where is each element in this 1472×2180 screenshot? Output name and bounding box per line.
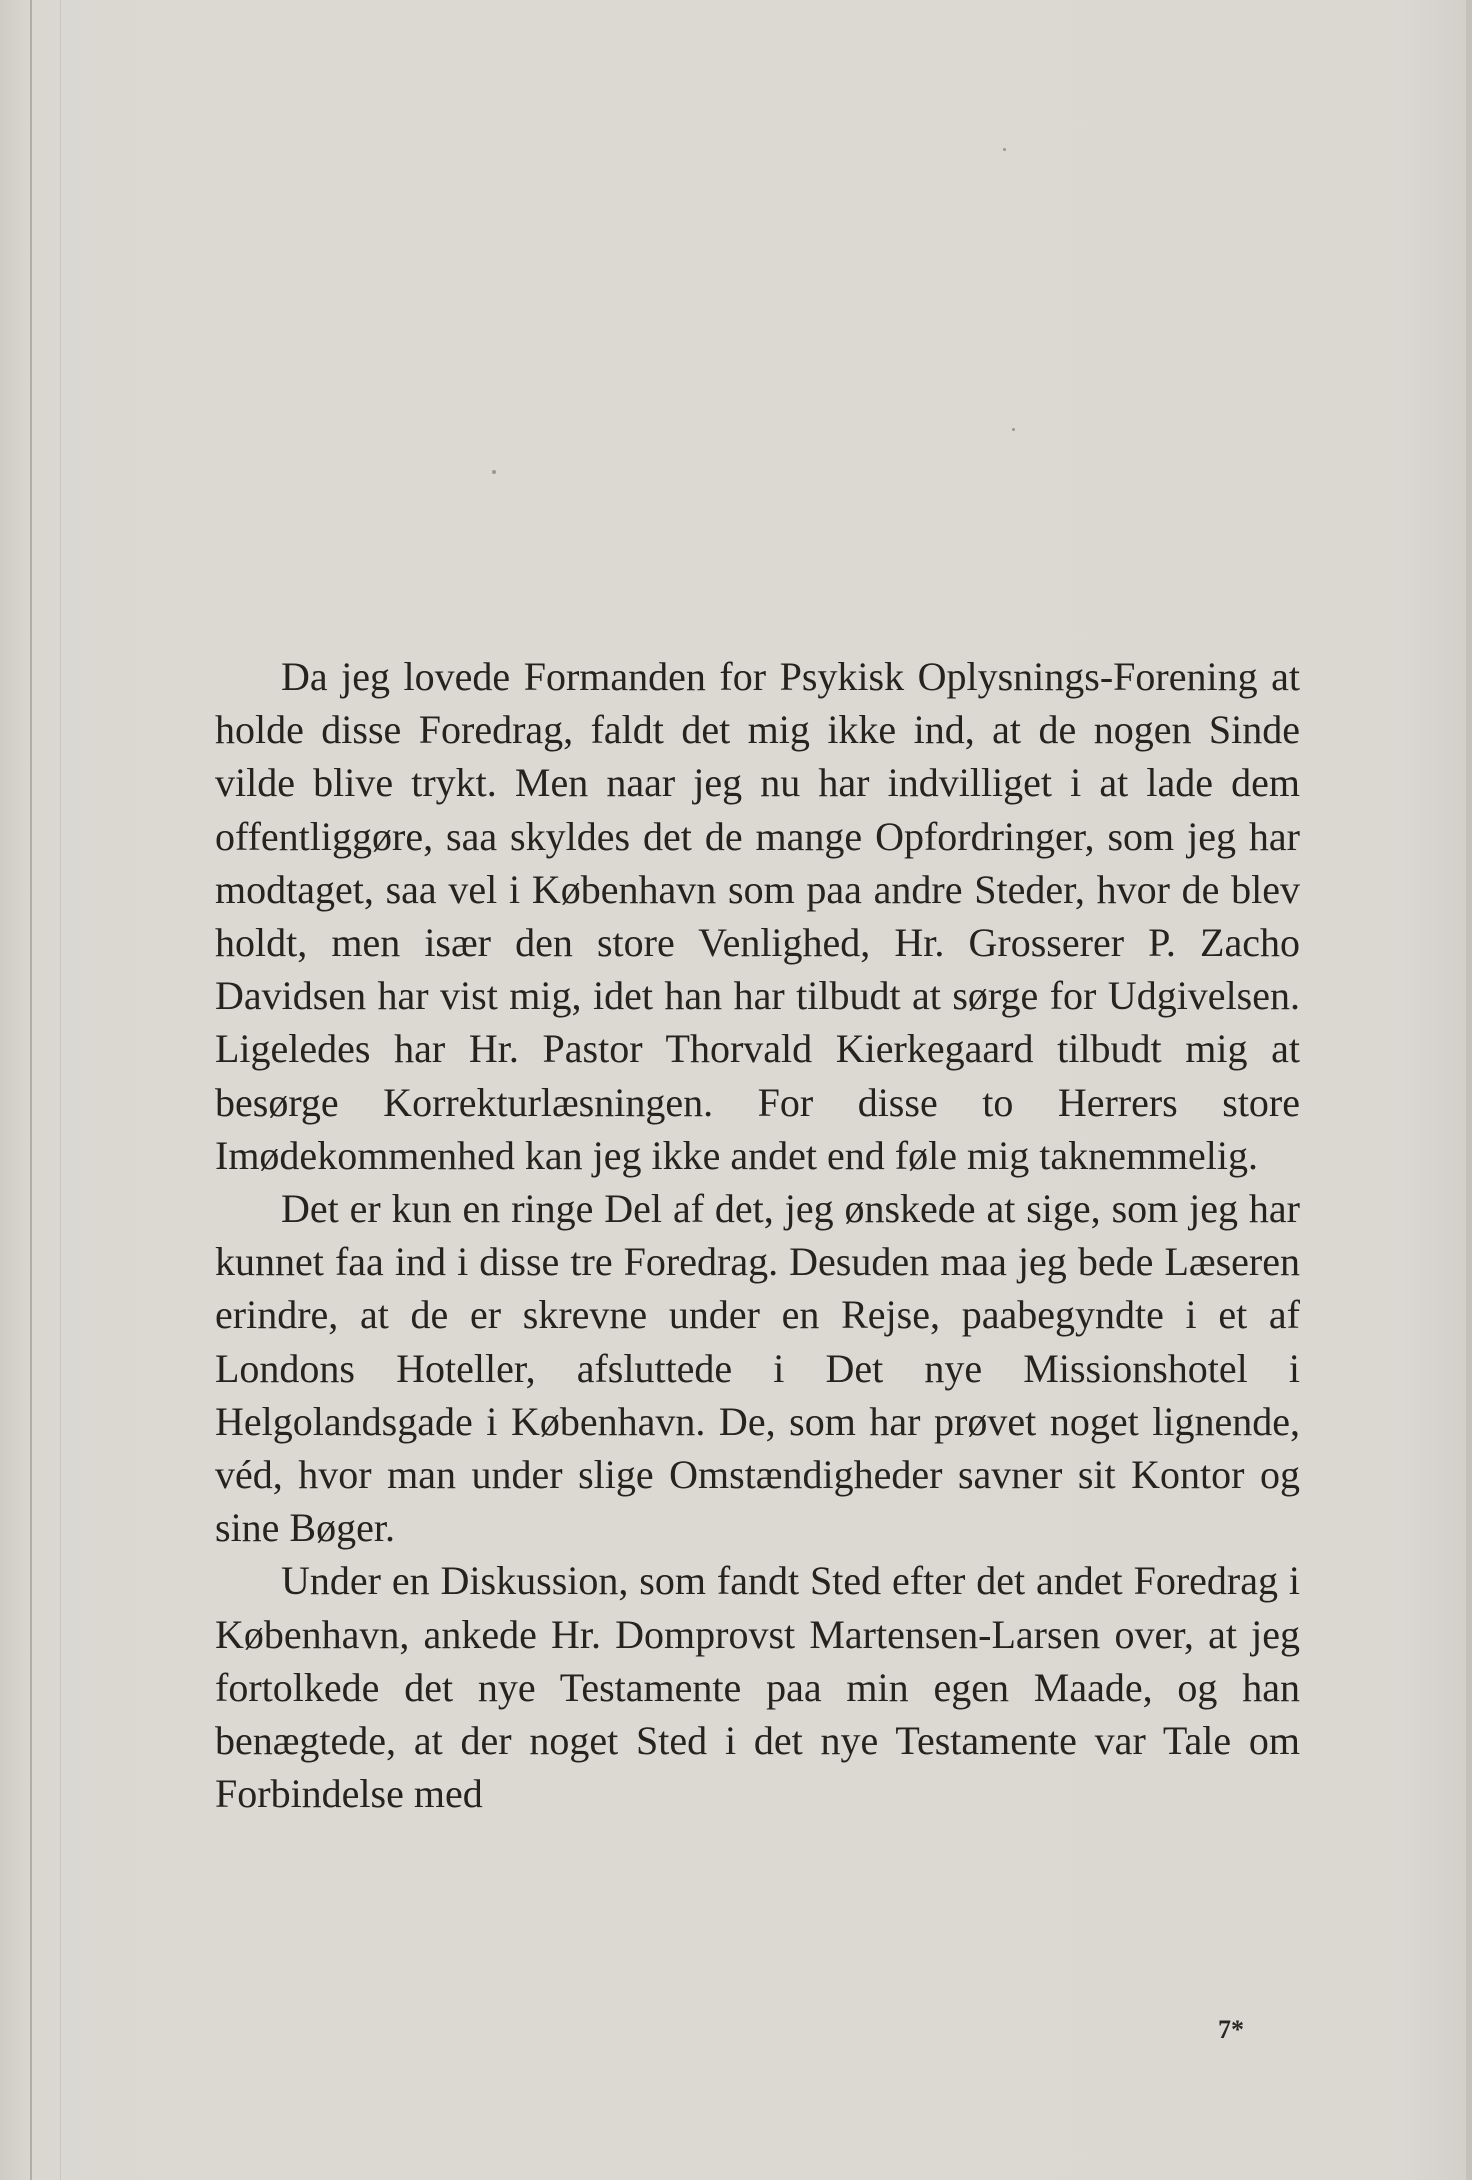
paragraph: Da jeg lovede Formanden for Psykisk Oplysnings-Forening at holde disse Foredrag, faldt det mig ikke ind, at de nogen Sinde vilde blive trykt. Men naar jeg nu har indvilliget i at lade dem offentliggøre, saa skyldes det de mange Opfordringer, som jeg har modtaget, saa vel i København som paa andre Steder, hvor de blev holdt, men især den store Venlighed, Hr. Grosserer P. Zacho Davidsen har vist mig, idet han har tilbudt at sørge for Udgivelsen. Ligeledes har Hr. Pastor Thorvald Kierkegaard tilbudt mig at besørge Korrekturlæsningen. For disse to Herrers store Imødekommenhed kan jeg ikke andet end føle mig taknemmelig. — [215, 654, 1300, 1178]
page-number: 7* — [1218, 2015, 1244, 2044]
page-right-edge — [1466, 0, 1472, 2180]
binding-shadow — [60, 0, 61, 2180]
body-text — [215, 650, 1300, 1820]
binding-edge — [30, 0, 32, 2180]
paper-speck — [1003, 148, 1006, 151]
paragraph: Under en Diskussion, som fandt Sted efter det andet Foredrag i København, ankede Hr. Domprovst Martensen-Larsen over, at jeg fortolkede det nye Testamente paa min egen Maade, og han benægtede, at der noget Sted i det nye Testamente var Tale om Forbindelse med — [215, 1558, 1300, 1817]
paper-speck — [1012, 428, 1015, 431]
paragraph: Det er kun en ringe Del af det, jeg ønskede at sige, som jeg har kunnet faa ind i disse tre Foredrag. Desuden maa jeg bede Læseren erindre, at de er skrevne under en Rejse, paabegyndte i et af Londons Hoteller, afsluttede i Det nye Missionshotel i Helgolandsgade i København. De, som har prøvet noget lignende, véd, hvor man under slige Omstændigheder savner sit Kontor og sine Bøger. — [215, 1186, 1300, 1551]
paper-speck — [492, 470, 496, 474]
